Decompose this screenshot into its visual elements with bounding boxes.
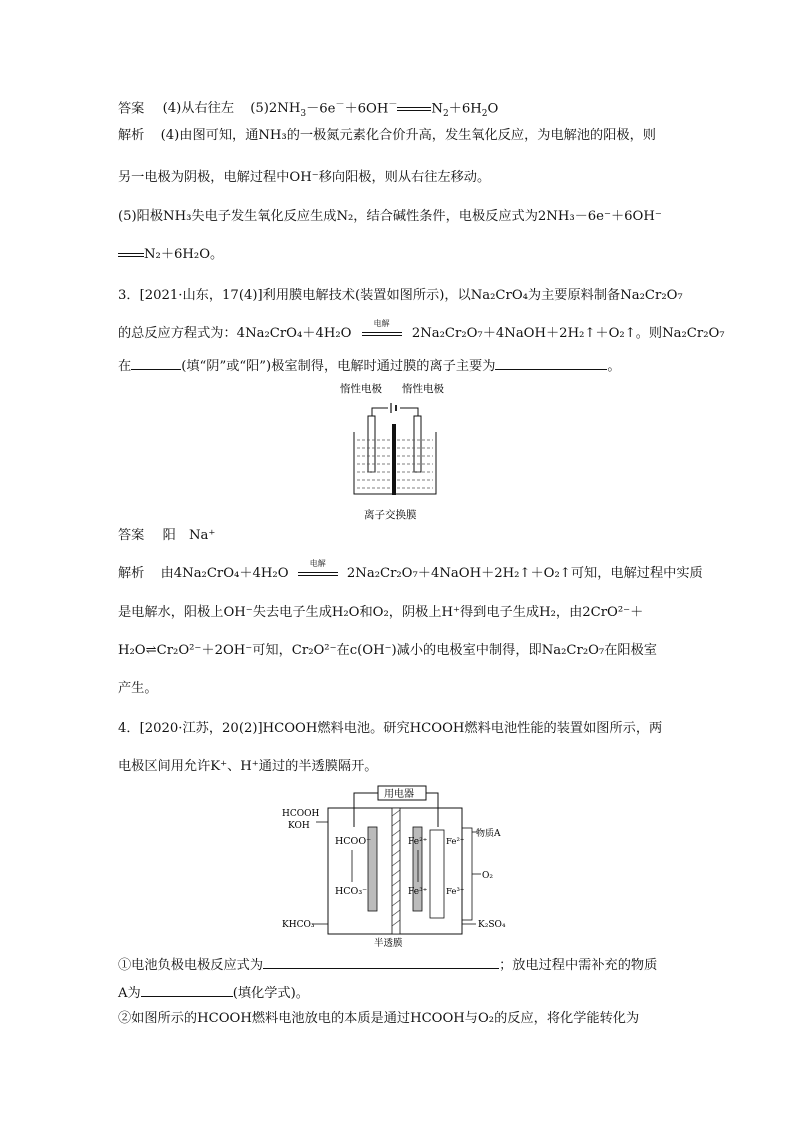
label-fe3-cell: Fe³⁺ xyxy=(408,887,428,897)
answer-blank-equation[interactable] xyxy=(263,955,499,969)
label-hcoo: HCOO⁻ xyxy=(335,836,372,847)
label-o2: O₂ xyxy=(482,871,493,881)
analysis-line-2: 另一电极为阴极，电解过程中OH⁻移向阳极，则从右往左移动。 xyxy=(118,170,491,185)
label-inlet-koh: KOH xyxy=(288,821,310,831)
q3-line-1: 3．[2021·山东，17(4)]利用膜电解技术(装置如图所示)，以Na₂CrO₄为主要原料制备Na₂Cr₂O₇ xyxy=(118,288,683,303)
label-substance-a: 物质A xyxy=(476,829,501,839)
q3-line-2: 的总反应方程式为：4Na₂CrO₄＋4H₂O 电解 2Na₂Cr₂O₇＋4NaOH＋2H₂↑＋O₂↑。则Na₂Cr₂O₇ xyxy=(118,325,725,343)
label-inert-electrode-right: 惰性电极 xyxy=(402,383,444,395)
q4-sub1-line-2: A为 (填化学式)。 xyxy=(118,983,309,1003)
analysis-tag: 解析 xyxy=(118,566,145,581)
analysis-line-1: 解析 (4)由图可知，通NH₃的一极氮元素化合价升高，发生氧化反应，为电解池的阳极，则 xyxy=(118,128,656,143)
label-membrane: 半透膜 xyxy=(374,938,403,949)
q3-analysis-line-1: 解析 由4Na₂CrO₄＋4H₂O 电解 2Na₂Cr₂O₇＋4NaOH＋2H₂↑＋O₂↑可知，电解过程中实质 xyxy=(118,565,703,583)
q3-analysis-line-4: 产生。 xyxy=(118,681,158,696)
electrode-right xyxy=(414,416,421,472)
label-outlet-k2so4: K₂SO₄ xyxy=(478,920,506,930)
q4-sub1-line-1: ①电池负极电极反应式为 ；放电过程中需补充的物质 xyxy=(118,955,657,975)
right-column xyxy=(430,830,444,918)
label-inlet-hcooh: HCOOH xyxy=(282,809,320,819)
ion-exchange-membrane xyxy=(392,424,396,495)
answer-tag: 答案 xyxy=(118,528,145,543)
q3-answer xyxy=(118,527,215,545)
label-hco3: HCO₃⁻ xyxy=(335,886,368,897)
analysis-line-4: N₂＋6H₂O。 xyxy=(118,246,223,264)
label-inert-electrode-left: 惰性电极 xyxy=(340,383,382,395)
analysis-tag: 解析 xyxy=(118,128,145,143)
label-fe2-cell: Fe²⁺ xyxy=(408,837,428,847)
fuel-cell-figure xyxy=(278,782,518,950)
label-fe2-regen: Fe²⁺ xyxy=(446,837,465,847)
q4-sub2-line-1: ②如图所示的HCOOH燃料电池放电的本质是通过HCOOH与O₂的反应，将化学能转化为 xyxy=(118,1011,640,1026)
electrolysis-condition: 电解 xyxy=(309,559,326,568)
q3-analysis-line-2: 是电解水，阳极上OH⁻失去电子生成H₂O和O₂，阴极上H⁺得到电子生成H₂，由2CrO²⁻＋ xyxy=(118,605,644,620)
wire-right xyxy=(426,793,438,827)
q3-analysis-line-3: H₂O⇌Cr₂O²⁻＋2OH⁻可知，Cr₂O²⁻在c(OH⁻)减小的电极室中制得，即Na₂Cr₂O₇在阳极室 xyxy=(118,643,657,658)
label-fe3-regen: Fe³⁺ xyxy=(446,887,465,897)
electrolysis-condition: 电解 xyxy=(373,319,390,328)
answer-line-1: 答案 (4)从右往左 $(5)2NH_3-6e^-+6OH^-$ $N_2+6H_2O$ xyxy=(118,100,499,120)
label-outlet-khco3: KHCO₃ xyxy=(282,920,315,930)
q4-line-2: 电极区间用允许K⁺、H⁺通过的半透膜隔开。 xyxy=(118,759,378,774)
electrolysis-figure xyxy=(336,378,456,524)
electric-device-label: 用电器 xyxy=(384,789,414,800)
answer-blank-substance[interactable] xyxy=(141,983,233,997)
wire-left xyxy=(354,793,378,827)
wire-left xyxy=(372,408,388,416)
answer-blank-electrode[interactable] xyxy=(131,356,181,370)
q3-line-3: 在 (填“阴”或“阳”)极室制得，电解时通过膜的离子主要为 。 xyxy=(118,356,621,376)
wire-right xyxy=(400,408,418,416)
analysis-line-3: (5)阳极NH₃失电子发生氧化反应生成N₂，结合碱性条件，电极反应式为2NH₃－6e⁻＋6OH⁻ xyxy=(118,209,662,224)
q4-line-1: 4．[2020·江苏，20(2)]HCOOH燃料电池。研究HCOOH燃料电池性能的装置如图所示，两 xyxy=(118,721,663,736)
answer-tag: 答案 xyxy=(118,101,145,117)
answer-blank-ion[interactable] xyxy=(495,356,607,370)
electrode-left xyxy=(368,416,375,472)
figure-caption: 离子交换膜 xyxy=(364,509,417,521)
answer-value: 阳 Na⁺ xyxy=(162,528,216,543)
